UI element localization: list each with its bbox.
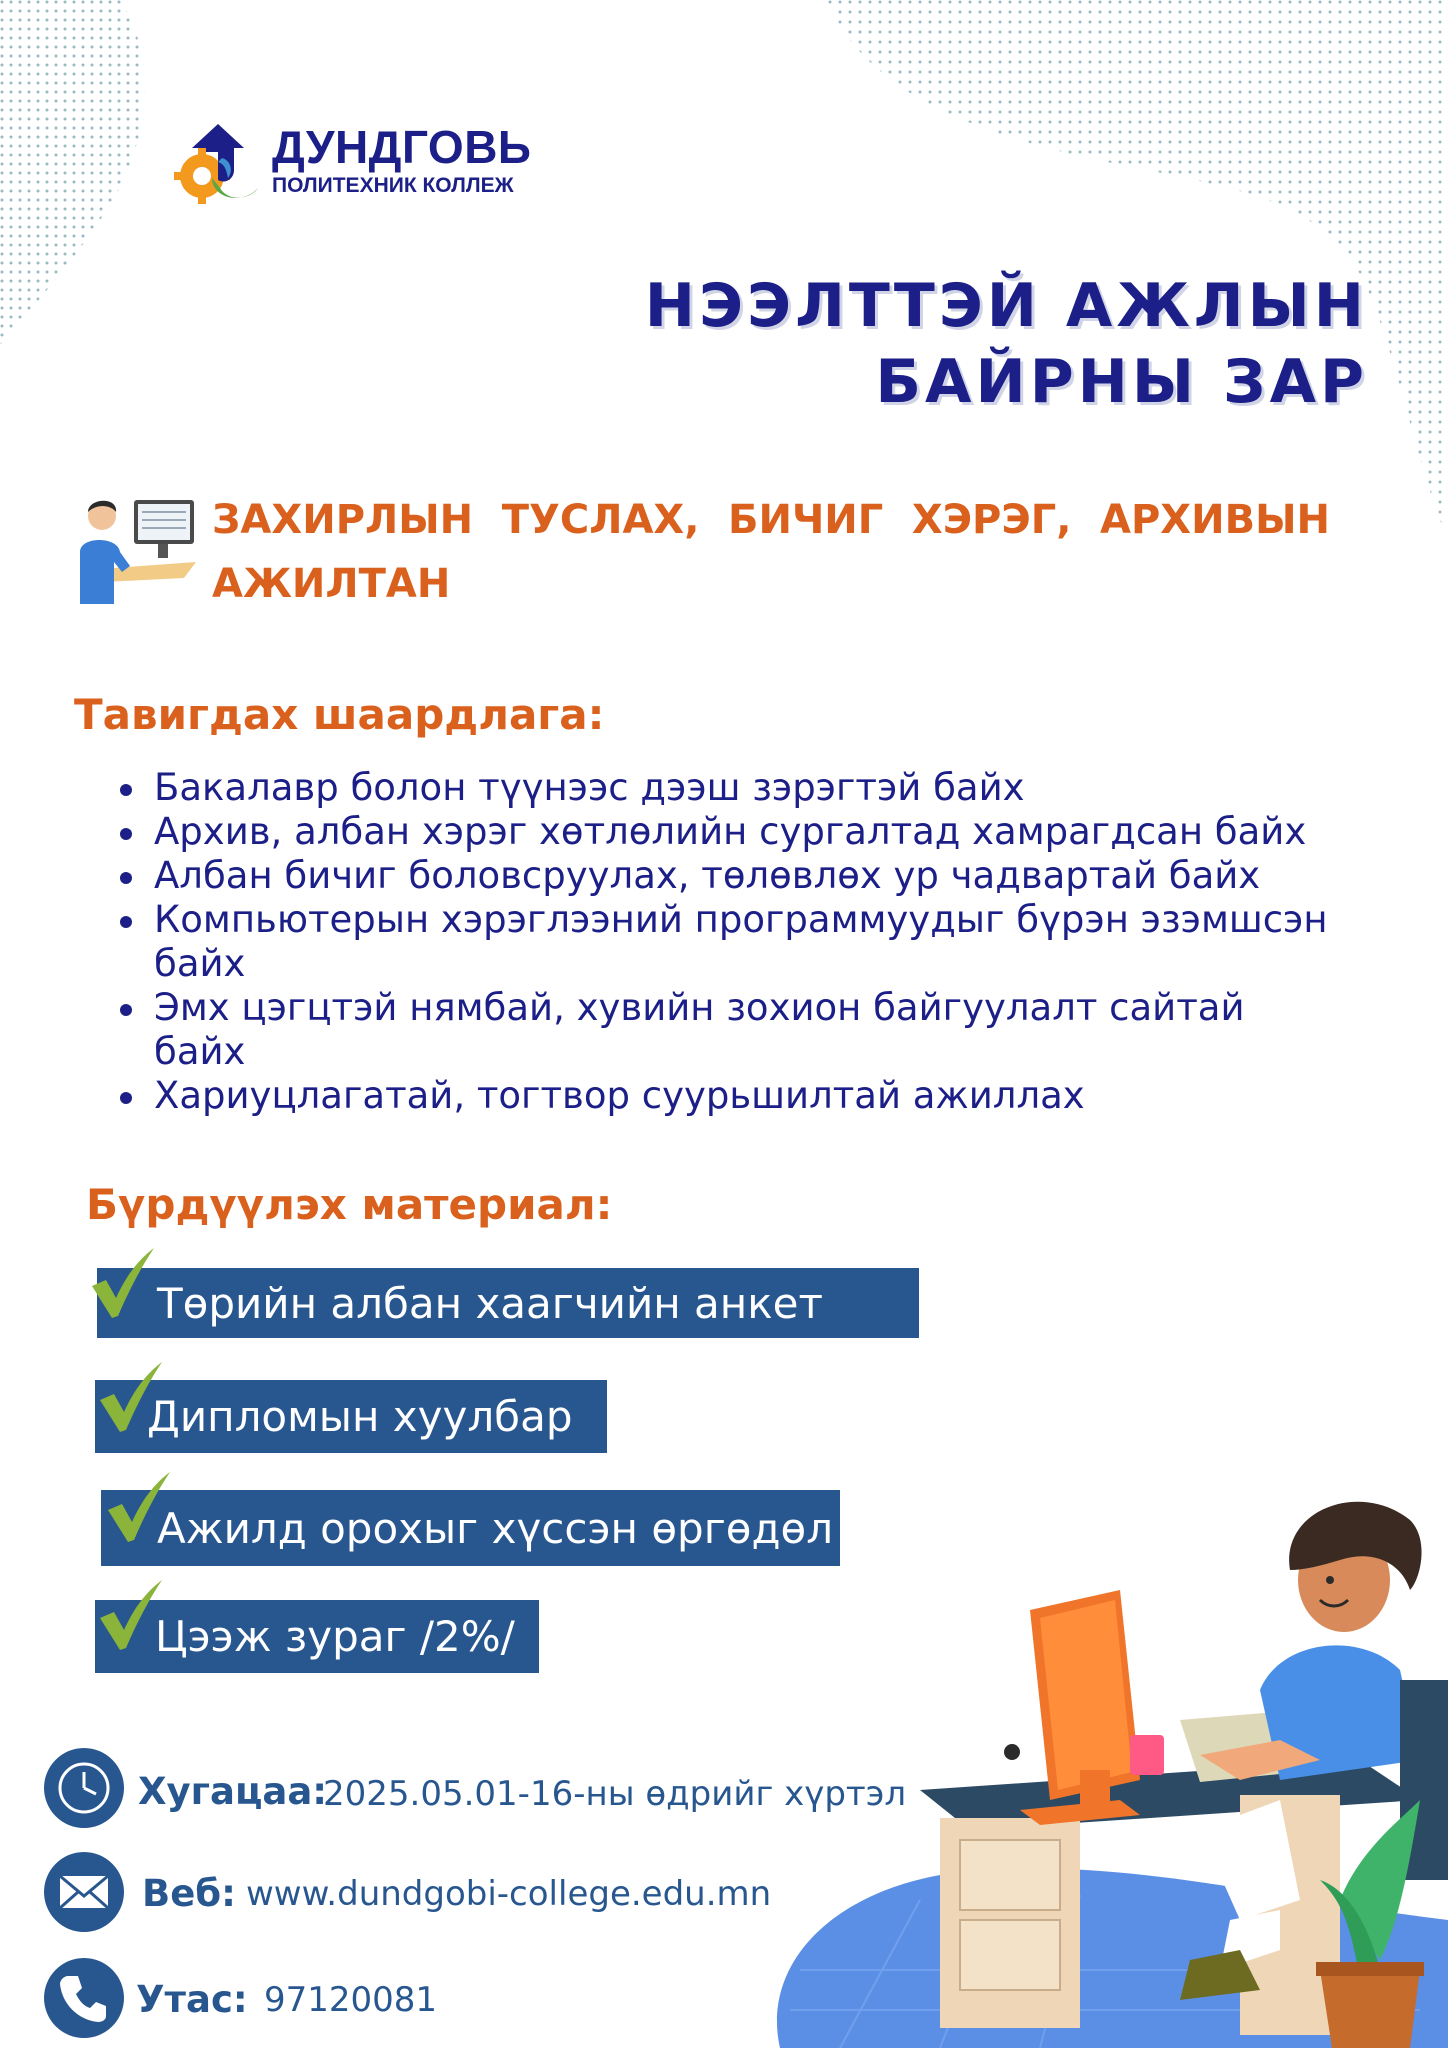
bullet-icon [120, 872, 132, 884]
materials-heading: Бүрдүүлэх материал: [86, 1180, 613, 1229]
web-link[interactable]: www.dundgobi-college.edu.mn [246, 1874, 772, 1914]
college-logo [172, 118, 592, 210]
logo-emblem-icon [172, 118, 264, 210]
decorative-dot-wave-left [0, 0, 160, 350]
material-item: Төрийн албан хаагчийн анкет [97, 1268, 919, 1338]
logo-name: ДУНДГОВЬ [272, 121, 532, 173]
list-item: Албан бичиг боловсруулах, төлөвлөх ур чадвартай байх [104, 854, 1344, 898]
bullet-icon [120, 916, 132, 928]
web-label: Веб: [142, 1872, 236, 1915]
bullet-icon [120, 828, 132, 840]
clock-icon [44, 1748, 124, 1828]
list-item: Хариуцлагатай, тогтвор суурьшилтай ажиллах [104, 1074, 1344, 1118]
list-item: Архив, албан хэрэг хөтлөлийн сургалтад хамрагдсан байх [104, 810, 1344, 854]
page-title [645, 268, 1368, 420]
check-icon [96, 1578, 166, 1654]
person-at-desk-illustration [720, 1500, 1448, 2048]
deadline-value: 2025.05.01-16-ны өдрийг хүртэл [323, 1774, 907, 1814]
check-icon [96, 1360, 166, 1436]
page-title-line-1: НЭЭЛТТЭЙ АЖЛЫН [644, 271, 1368, 341]
page-title-line-2: БАЙРНЫ ЗАР [875, 347, 1368, 417]
requirements-heading: Тавигдах шаардлага: [74, 690, 605, 739]
material-item: Дипломын хуулбар [95, 1380, 607, 1453]
bullet-icon [120, 784, 132, 796]
list-item: Компьютерын хэрэглээний программуудыг бүрэн эзэмшсэн байх [104, 898, 1344, 986]
material-item: Ажилд орохыг хүссэн өргөдөл [101, 1490, 840, 1566]
requirements-list [104, 766, 1344, 1118]
check-icon [88, 1246, 158, 1322]
list-item: Эмх цэгцтэй нямбай, хувийн зохион байгуулалт сайтай байх [104, 986, 1344, 1074]
material-item: Цээж зураг /2%/ [95, 1600, 539, 1673]
phone-value[interactable]: 97120081 [264, 1980, 438, 2020]
phone-label: Утас: [136, 1978, 248, 2021]
logo-subtitle: ПОЛИТЕХНИК КОЛЛЕЖ [272, 174, 514, 197]
list-item: Бакалавр болон түүнээс дээш зэрэгтэй байх [104, 766, 1344, 810]
deadline-label: Хугацаа: [138, 1770, 328, 1813]
phone-icon [44, 1958, 124, 2038]
bullet-icon [120, 1092, 132, 1104]
office-worker-icon [74, 492, 202, 604]
job-position-title: ЗАХИРЛЫН ТУСЛАХ, БИЧИГ ХЭРЭГ, АРХИВЫН АЖИЛТАН [212, 497, 1330, 607]
check-icon [104, 1470, 174, 1546]
envelope-icon [44, 1852, 124, 1932]
bullet-icon [120, 1004, 132, 1016]
